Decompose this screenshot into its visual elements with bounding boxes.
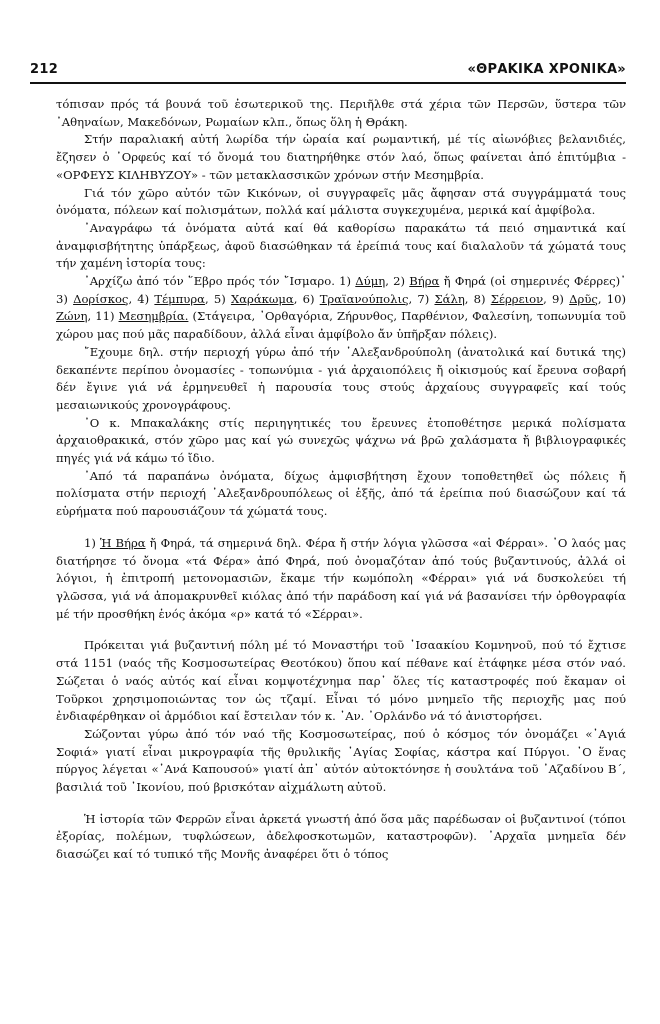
city-name: Δορίσκος: [73, 291, 129, 306]
page-header: [30, 62, 626, 77]
paragraph: ᾿Από τά παραπάνω ὀνόματα, δίχως ἀμφισβήτηση ἔχουν τοποθετηθεῖ ὡς πόλεις ἤ πολίσματα στήν περιοχή ᾿Αλεξανδρουπόλεως οἱ ἑξῆς, ἀπό τά ἐρείπια πού διασώζουν καί τά εὑρήματα πού παρουσιάζουν τά χώματά τους.: [56, 468, 626, 519]
city-name: Σέρρειον: [490, 291, 544, 306]
city-name: Μεσημβρία.: [118, 309, 189, 324]
city-name: Δύμη: [355, 274, 386, 289]
city-name: Τραϊανούπολις: [319, 291, 409, 306]
running-title: «ΘΡΑΚΙΚΑ ΧΡΟΝΙΚΑ»: [467, 62, 626, 77]
city-name: Δρῦς: [569, 291, 598, 306]
city-name: Βήρα: [409, 274, 440, 289]
paragraph: Ἡ ἱστορία τῶν Φερρῶν εἶναι ἀρκετά γνωστή ἀπό ὅσα μᾶς παρέδωσαν οἱ βυζαντινοί (τόποι ἐξορίας, πολέμων, τυφλώσεων, ἀδελφοσκοτωμῶν, καταστροφῶν). ᾿Αρχαῖα μνημεῖα δέν διασώζει καί τό τυπικό τῆς Μονῆς ἀναφέρει ὅτι ὁ τόπος: [56, 811, 626, 862]
paragraph: τόπισαν πρός τά βουνά τοῦ ἐσωτερικοῦ της. Περιῆλθε στά χέρια τῶν Περσῶν, ὕστερα τῶν ᾿Αθηναίων, Μακεδόνων, Ρωμαίων κλπ., ὅπως ὅλη ἡ Θράκη.: [56, 97, 626, 129]
paragraph: Στήν παραλιακή αὐτή λωρίδα τήν ὡραία καί ρωμαντική, μέ τίς αἰωνόβιες βελανιδιές, ἔζησεν ὁ ᾿Ορφεύς καί τό ὄνομά του διατηρήθηκε στόν λαό, ὅπως φαίνεται ἀπό ἐπιτύμβια - «ΟΡΦΕΥΣ ΚΙΛΗΒΥΖΟΥ» - τῶν μετακλασσικῶν χρόνων στήν Μεσημβρία.: [56, 132, 626, 182]
paragraph: ᾿Ο κ. Μπακαλάκης στίς περιηγητικές του ἔρευνες ἐτοποθέτησε μερικά πολίσματα ἀρχαιοθρακικά, στόν χῶρο μας καί γώ συνεχῶς ψάχνω νά βρῶ χαλάσματα ἤ βιβλιογραφικές πηγές γιά νά κάμω τό ἴδιο.: [56, 415, 626, 466]
section-city-name: Ἡ Βήρα: [99, 535, 146, 550]
header-rule: [30, 82, 626, 84]
page-number: 212: [30, 62, 59, 77]
body-text: [56, 96, 626, 864]
paragraph: ῎Εχουμε δηλ. στήν περιοχή γύρω ἀπό τήν ᾿Αλεξανδρούπολη (ἀνατολικά καί δυτικά της) δεκαπέντε περίπου ὀνομασίες - τοπωνύμια - γιά ἀρχαιοπόλεις ἤ οἰκισμούς καί ἔρευνα σοβαρή δέν ἔγινε γιά νά ἑρμηνευθεῖ ἡ παρουσία τους στούς ἀρχαίους συγγραφεῖς καί τούς μεσαιωνικούς χρονογράφους.: [56, 344, 626, 412]
paragraph: Σώζονται γύρω ἀπό τόν ναό τῆς Κοσμοσωτείρας, πού ὁ κόσμος τόν ὀνομάζει «᾿Αγιά Σοφιά» γιατί εἶναι μικρογραφία τῆς θρυλικῆς ῾Αγίας Σοφίας, κάστρα καί Πύργοι. ᾿Ο ἕνας πύργος λέγεται «᾿Ανά Καπουσού» γιατί ἀπ᾿ αὐτόν αὐτοκτόνησε ἡ σουλτάνα τοῦ ᾿Αζαδίνου Β΄, βασιλιά τοῦ ᾿Ικονίου, πού βρισκόταν αἰχμάλωτη αὐτοῦ.: [56, 726, 626, 795]
section-heading-paragraph: 1) Ἡ Βήρα ἤ Φηρά, τά σημερινά δηλ. Φέρα ἤ στήν λόγια γλῶσσα «αἱ Φέρραι». ᾿Ο λαός μας διατήρησε τό ὄνομα «τά Φέρα» ἀπό Φηρά, πού ὀνομαζόταν ἀπό τούς βυζαντινούς, ἀλλά οἱ λόγιοι, ἡ ἐπιτροπή μετονομασιῶν, ἔκαμε τήν κωμόπολη «Φέρραι» γιά νά δυσκολεύει τή γλῶσσα, γιά νά ἀπομακρυνθεῖ κιόλας ἀπό τήν παράδοση καί γιά νά βασανίσει τήν ὀρθογραφία μέ τήν προσθήκη ἑνός ἀκόμα «ρ» κατά τό «Σέρραι».: [56, 535, 626, 621]
city-name: Σάλη: [434, 291, 465, 306]
city-name: Ζώνη: [56, 309, 88, 324]
paragraph: ᾿Αναγράφω τά ὀνόματα αὐτά καί θά καθορίσω παρακάτω τά πειό σημαντικά καί ἀναμφισβήτητης ὑπάρξεως, ἀφοῦ διασώθηκαν τά ἐρείπιά τους καί διαλαλοῦν τά χώματά τους τήν χαμένη ἱστορία τους:: [56, 220, 626, 271]
city-name: Τέμπυρα: [154, 291, 205, 306]
paragraph: Πρόκειται γιά βυζαντινή πόλη μέ τό Μοναστήρι τοῦ ᾿Ισαακίου Κομνηνοῦ, πού τό ἔχτισε στά 1151 (ναός τῆς Κοσμοσωτείρας Θεοτόκου) ὅπου καί πέθανε καί ἐτάφηκε μέσα στόν ναό. Σώζεται ὁ ναός αὐτός καί εἶναι κομψοτέχνημα παρ᾿ ὅλες τίς καταστροφές πού ἔκαμαν οἱ Τοῦρκοι χρησιμοποιώντας τον ὡς τζαμί. Εἶναι τό μόνο μνημεῖο τῆς περιοχῆς μας πού ἐνδιαφέρθηκαν οἱ ἁρμόδιοι καί ἔστειλαν τόν κ. ᾿Αν. ᾿Ορλάνδο νά τό ἀνιστορήσει.: [56, 638, 626, 724]
city-list-paragraph: ᾿Αρχίζω ἀπό τόν ῞Εβρο πρός τόν ῎Ισμαρο. 1) Δύμη, 2) Βήρα ἤ Φηρά (οἱ σημερινές Φέρρες)᾿ 3) Δορίσκος, 4) Τέμπυρα, 5) Χαράκωμα, 6) Τραϊανούπολις, 7) Σάλη, 8) Σέρρειον, 9) Δρῦς, 10) Ζώνη, 11) Μεσημβρία. (Στάγειρα, ᾿Ορθαγόρια, Ζήρυνθος, Παρθένιον, Φαλεσίνη, τοπωνυμία τοῦ χώρου μας πού μᾶς παραδίδουν, ἀλλά εἶναι ἀμφίβολο ἄν ὑπῆρξαν πόλεις).: [56, 274, 626, 342]
paragraph: Γιά τόν χῶρο αὐτόν τῶν Κικόνων, οἱ συγγραφεῖς μᾶς ἄφησαν στά συγγράμματά τους ὀνόματα, πόλεων καί πολισμάτων, πολλά καί μάλιστα συγκεχυμένα, μερικά καί ἀμφίβολα.: [56, 185, 626, 218]
city-name: Χαράκωμα: [230, 291, 294, 306]
